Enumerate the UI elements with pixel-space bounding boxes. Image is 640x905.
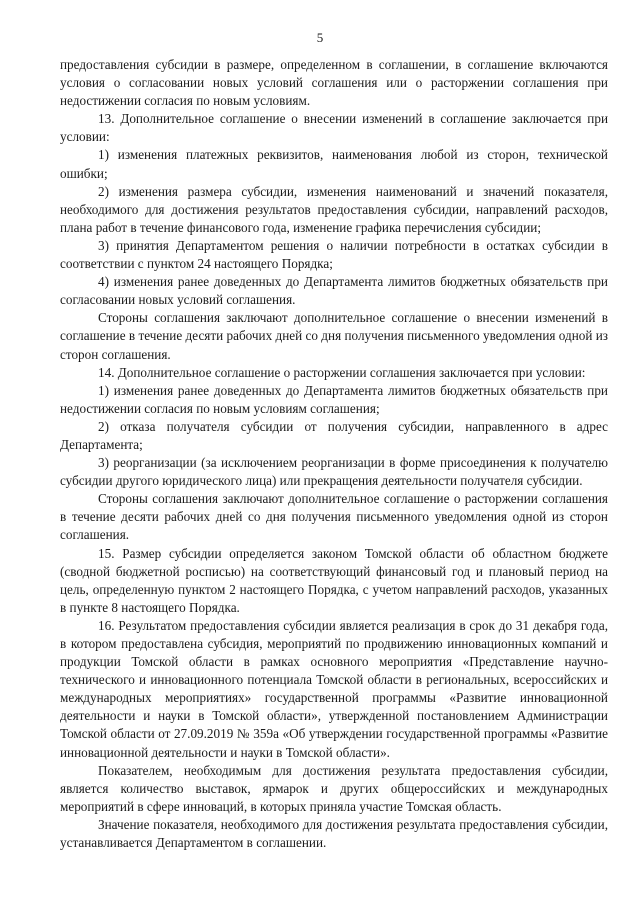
paragraph-14-term: Стороны соглашения заключают дополнительное соглашение о расторжении соглашения в течение десяти рабочих дней со дня получения письменного уведомления одной из сторон соглашения. [60,491,608,543]
paragraph-14-condition-3: 3) реорганизации (за исключением реорганизации в форме присоединения к получателю субсидии другого юридического лица) или прекращения деятельности получателя субсидии. [60,455,608,489]
paragraph-item-15: 15. Размер субсидии определяется законом Томской области об областном бюджете (сводной бюджетной росписью) на соответствующий финансовый год и плановый период на цель, определенную пунктом 2 настоящего Порядка, с учетом направлений расходов, указанных в пункте 8 настоящего Порядка. [60,545,608,615]
paragraph-continuation: предоставления субсидии в размере, определенном в соглашении, в соглашение включаются условия о согласовании новых условий соглашения или о расторжении соглашения при недостижении согласия по новым условиям. [60,57,608,109]
paragraph-item-16: 16. Результатом предоставления субсидии является реализация в срок до 31 декабря года, в котором предоставлена субсидия, мероприятий по продвижению инновационных компаний и продукции Томской области в рамках основного мероприятия «Представление научно-технического и инновационного потенциала Томской области в региональных, всероссийских и международных мероприятиях» государственной программы «Развитие инновационной деятельности и науки в Томской области», утвержденной постановлением Администрации Томской области от 27.09.2019 № 359а «Об утверждении государственной программы «Развитие инновационной деятельности и науки в Томской области». [60,617,608,760]
paragraph-14-condition-1: 1) изменения ранее доведенных до Департамента лимитов бюджетных обязательств при недостижении согласия по новым условиям соглашения; [60,382,608,416]
paragraph-13-condition-2: 2) изменения размера субсидии, изменения наименований и значений показателя, необходимого для достижения результатов предоставления субсидии, направлений расходов, плана работ в течение финансового года, изменение графика перечисления субсидии; [60,183,608,235]
page-number: 5 [316,30,324,45]
paragraph-13-term: Стороны соглашения заключают дополнительное соглашение о внесении изменений в соглашение в течение десяти рабочих дней со дня получения письменного уведомления одной из сторон соглашения. [60,310,608,362]
paragraph-item-14: 14. Дополнительное соглашение о расторжении соглашения заключается при условии: [98,364,586,380]
paragraph-indicator-value: Значение показателя, необходимого для достижения результата предоставления субсидии, устанавливается Департаментом в соглашении. [60,816,608,851]
paragraph-indicator: Показателем, необходимым для достижения результата предоставления субсидии, является количество выставок, ярмарок и других общероссийских и международных мероприятий в сфере инноваций, в которых приняла участие Томская область. [60,762,608,814]
paragraph-14-condition-2: 2) отказа получателя субсидии от получения субсидии, направленного в адрес Департамента; [60,418,608,452]
paragraph-13-condition-4: 4) изменения ранее доведенных до Департамента лимитов бюджетных обязательств при согласовании новых условий соглашения. [60,274,608,308]
document-body [60,56,608,852]
paragraph-13-condition-3: 3) принятия Департаментом решения о наличии потребности в остатках субсидии в соответствии с пунктом 24 настоящего Порядка; [60,237,608,272]
paragraph-13-condition-1: 1) изменения платежных реквизитов, наименования любой из сторон, технической ошибки; [60,147,608,181]
paragraph-item-13: 13. Дополнительное соглашение о внесении изменений в соглашение заключается при условии: [60,111,608,145]
